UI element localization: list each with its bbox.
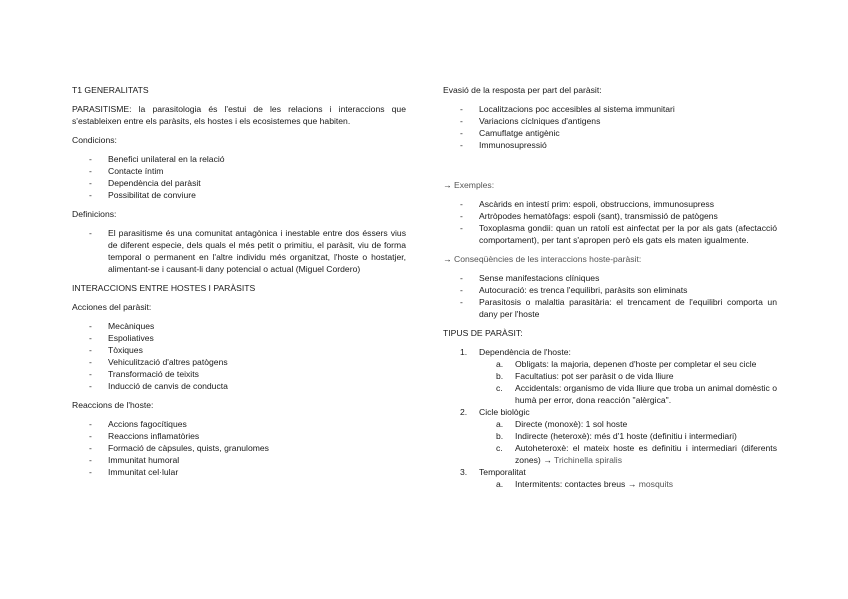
list-item — [479, 358, 777, 370]
list-item: - El parasitisme és una comunitat antagònica i inestable entre dos éssers vius de diferent especie, dels quals el més petit o primitiu, el paràsit, viu de forma temporal o permanent en l'altre individu més organitzat, l'hoste o hostatjer, alimentant-se i causant-li dany potencial o actual (Miguel Cordero) — [72, 227, 406, 275]
condicions-heading: Condicions: — [72, 135, 117, 145]
definicions-heading: Definicions: — [72, 209, 117, 219]
arrow-icon: → — [443, 254, 452, 264]
tipus-label: Cicle biològic — [479, 407, 530, 417]
list-item: - Immunitat cel·lular — [72, 466, 406, 478]
list-number: 3. — [460, 467, 468, 477]
list-item: - Ascàrids en intestí prim: espoli, obstruccions, immunosupress — [443, 198, 777, 210]
list-item-text: Autoheteroxè: el mateix hoste es definitiu i intermediari (diferents zones) — [515, 443, 777, 465]
list-number: 2. — [460, 407, 468, 417]
evasio-heading: Evasió de la resposta per part del paràsit: — [443, 85, 602, 95]
list-item: - Espoliatives — [72, 332, 406, 344]
list-item: - Toxoplasma gondii: quan un ratolí est ainfectat per la por als gats (afectacció comportament), per tant s'apropen però els gats els maten igualmente. — [443, 222, 777, 246]
tipus-list — [443, 346, 777, 490]
list-letter: a. — [496, 419, 504, 429]
list-item — [479, 370, 777, 382]
list-letter: b. — [496, 371, 504, 381]
tipus-label: Dependència de l'hoste: — [479, 347, 571, 357]
list-item: - Variacions cíclniques d'antigens — [443, 115, 777, 127]
list-letter: b. — [496, 431, 504, 441]
list-letter: c. — [496, 383, 503, 393]
list-item: - Vehiculització d'altres patògens — [72, 356, 406, 368]
list-item-text: Obligats: la majoria, depenen d'hoste per completar el seu cicle — [515, 359, 757, 369]
evasio-list — [443, 103, 777, 151]
list-letter: c. — [496, 443, 503, 453]
list-item: - Tòxiques — [72, 344, 406, 356]
list-item — [479, 478, 777, 490]
list-item: - Contacte íntim — [72, 165, 406, 177]
exemples-list — [443, 198, 777, 246]
tipus-item-dependencia — [443, 346, 777, 406]
list-item-text: Indirecte (heteroxè): més d'1 hoste (definitiu i intermediari) — [515, 431, 737, 441]
left-column — [72, 84, 406, 485]
list-item: - Reaccions inflamatòries — [72, 430, 406, 442]
exemples-heading: Exemples: — [453, 180, 495, 190]
condicions-list — [72, 153, 406, 201]
list-item-text: Intermitents: contactes breus — [515, 479, 626, 489]
definicions-list — [72, 227, 406, 275]
list-item: - Immunitat humoral — [72, 454, 406, 466]
arrow-icon: → — [443, 180, 452, 190]
exemples-heading-line — [443, 179, 777, 191]
list-item: - Transformació de teixits — [72, 368, 406, 380]
consequencies-heading: Conseqüències de les interaccions hoste-paràsit: — [453, 254, 642, 264]
list-item — [479, 442, 777, 466]
right-column — [443, 84, 777, 490]
arrow-icon: → — [627, 479, 637, 489]
list-item — [479, 418, 777, 430]
tipus-item-temporalitat — [443, 466, 777, 490]
list-item: - Benefici unilateral en la relació — [72, 153, 406, 165]
list-item: - Localitzacions poc accesibles al sistema immunitari — [443, 103, 777, 115]
list-item: - Possibilitat de conviure — [72, 189, 406, 201]
list-item: - Camuflatge antigènic — [443, 127, 777, 139]
list-item: - Parasitosis o malaltia parasitària: el trencament de l'equilibri comporta un dany per l'hoste — [443, 296, 777, 320]
list-letter: a. — [496, 479, 504, 489]
accions-list — [72, 320, 406, 392]
list-item: - Dependència del paràsit — [72, 177, 406, 189]
list-item: - Inducció de canvis de conducta — [72, 380, 406, 392]
list-item: - Accions fagocítiques — [72, 418, 406, 430]
list-item: - Mecàniques — [72, 320, 406, 332]
tipus-label: Temporalitat — [479, 467, 526, 477]
reaccions-list — [72, 418, 406, 478]
sub-list — [479, 418, 777, 466]
tipus-item-cicle — [443, 406, 777, 466]
doc-title: T1 GENERALITATS — [72, 85, 149, 95]
list-item-text: Directe (monoxè): 1 sol hoste — [515, 419, 628, 429]
list-item-text: Facultatius: pot ser paràsit o de vida lliure — [515, 371, 674, 381]
list-item: - Immunosupressió — [443, 139, 777, 151]
consequencies-list — [443, 272, 777, 320]
arrow-icon: → — [543, 455, 552, 465]
consequencies-heading-line — [443, 253, 777, 265]
sub-list — [479, 478, 777, 490]
sub-list — [479, 358, 777, 406]
list-letter: a. — [496, 359, 504, 369]
list-item: - Sense manifestacions clíniques — [443, 272, 777, 284]
parasitisme-definition: PARASITISME: la parasitologia és l'estui de les relacions i interaccions que s'estableixen entre els paràsits, els hostes i els ecosistemes que habiten. — [72, 104, 406, 126]
example-trichinella: Trichinella spiralis — [554, 455, 622, 465]
reaccions-heading: Reaccions de l'hoste: — [72, 400, 154, 410]
list-item-text: Accidentals: organismo de vida lliure que troba un animal domèstic o humà per error, dona reacción "alèrgica". — [515, 383, 777, 405]
list-item — [479, 430, 777, 442]
list-item: - Formació de càpsules, quists, granulomes — [72, 442, 406, 454]
list-number: 1. — [460, 347, 468, 357]
interaccions-heading: INTERACCIONS ENTRE HOSTES I PARÀSITS — [72, 283, 256, 293]
list-item: - Artròpodes hematòfags: espoli (sant), transmissió de patògens — [443, 210, 777, 222]
tipus-heading: TIPUS DE PARÀSIT: — [443, 328, 523, 338]
list-item: - Autocuració: es trenca l'equilibri, paràsits son eliminats — [443, 284, 777, 296]
list-item — [479, 382, 777, 406]
accions-heading: Acciones del paràsit: — [72, 302, 152, 312]
example-mosquits: mosquits — [638, 479, 674, 489]
